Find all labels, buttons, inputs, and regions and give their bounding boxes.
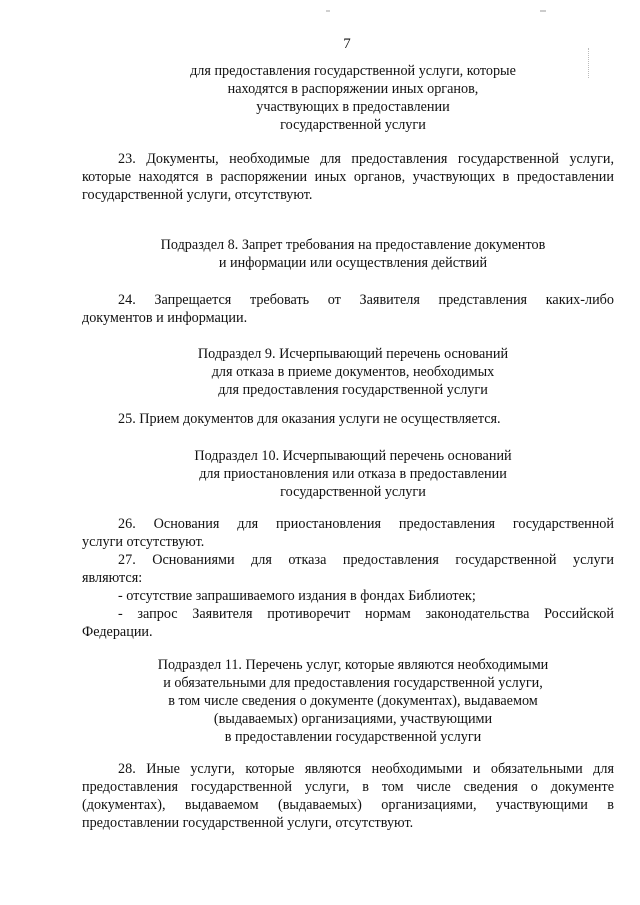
page-number: 7 <box>343 36 351 52</box>
paragraph-line: государственной услуги, отсутствуют. <box>82 187 313 203</box>
heading-line: в предоставлении государственной услуги <box>224 729 482 745</box>
paragraph-26 <box>82 515 614 551</box>
heading-line: (выдаваемых) организациями, участвующими <box>213 711 493 727</box>
paragraph-line: 28. Иные услуги, которые являются необходимыми и обязательными для <box>118 761 614 777</box>
paragraph-27 <box>82 551 614 587</box>
heading-line: для приостановления или отказа в предоставлении <box>199 466 507 482</box>
paragraph-25 <box>82 410 614 428</box>
subsection-10-heading <box>60 447 640 501</box>
heading-line: и обязательными для предоставления государственной услуги, <box>163 675 543 691</box>
heading-line: для отказа в приеме документов, необходимых <box>211 364 495 380</box>
paragraph-line: 25. Прием документов для оказания услуги не осуществляется. <box>118 411 501 427</box>
bullet-item <box>82 587 614 605</box>
heading-line: находятся в распоряжении иных органов, <box>227 81 479 97</box>
bullet-line: - запрос Заявителя противоречит нормам законодательства Российской <box>118 606 614 622</box>
paragraph-line: предоставления государственной услуги, в том числе сведения о документе <box>82 779 614 795</box>
heading-line: участвующих в предоставлении <box>256 99 450 115</box>
heading-line: для предоставления государственной услуги, которые <box>190 63 516 79</box>
subsection-11-heading <box>60 656 640 746</box>
heading-line: Подраздел 10. Исчерпывающий перечень оснований <box>194 448 512 464</box>
paragraph-line: услуги отсутствуют. <box>82 534 205 550</box>
scan-artifact <box>540 10 546 12</box>
paragraph-28 <box>82 760 614 832</box>
heading-line: Подраздел 11. Перечень услуг, которые являются необходимыми <box>157 657 549 673</box>
paragraph-24 <box>82 291 614 327</box>
paragraph-line: 24. Запрещается требовать от Заявителя представления каких-либо <box>118 292 614 308</box>
paragraph-line: которые находятся в распоряжении иных органов, участвующих в предоставлении <box>82 169 614 185</box>
heading-line: в том числе сведения о документе (документах), выдаваемом <box>168 693 538 709</box>
paragraph-line: являются: <box>82 570 143 586</box>
paragraph-line: 26. Основания для приостановления предоставления государственной <box>118 516 614 532</box>
scan-artifact <box>326 10 330 12</box>
subsection-7-heading-tail <box>60 62 640 134</box>
subsection-8-heading <box>60 236 640 272</box>
paragraph-line: документов и информации. <box>82 310 248 326</box>
paragraph-line: (документах), выдаваемом (выдаваемых) организациями, участвующими в <box>82 797 614 813</box>
paragraph-23 <box>82 150 614 204</box>
heading-line: для предоставления государственной услуги <box>218 382 488 398</box>
heading-line: государственной услуги <box>280 117 426 133</box>
bullet-item <box>82 605 614 641</box>
paragraph-line: предоставлении государственной услуги, отсутствуют. <box>82 815 414 831</box>
heading-line: Подраздел 8. Запрет требования на предоставление документов <box>160 237 546 253</box>
heading-line: и информации или осуществления действий <box>218 255 488 271</box>
bullet-line: Федерации. <box>82 624 153 640</box>
paragraph-line: 27. Основаниями для отказа предоставления государственной услуги <box>118 552 614 568</box>
subsection-9-heading <box>60 345 640 399</box>
heading-line: государственной услуги <box>280 484 426 500</box>
paragraph-line: 23. Документы, необходимые для предоставления государственной услуги, <box>118 151 614 167</box>
bullet-line: - отсутствие запрашиваемого издания в фондах Библиотек; <box>118 588 476 604</box>
heading-line: Подраздел 9. Исчерпывающий перечень оснований <box>197 346 509 362</box>
